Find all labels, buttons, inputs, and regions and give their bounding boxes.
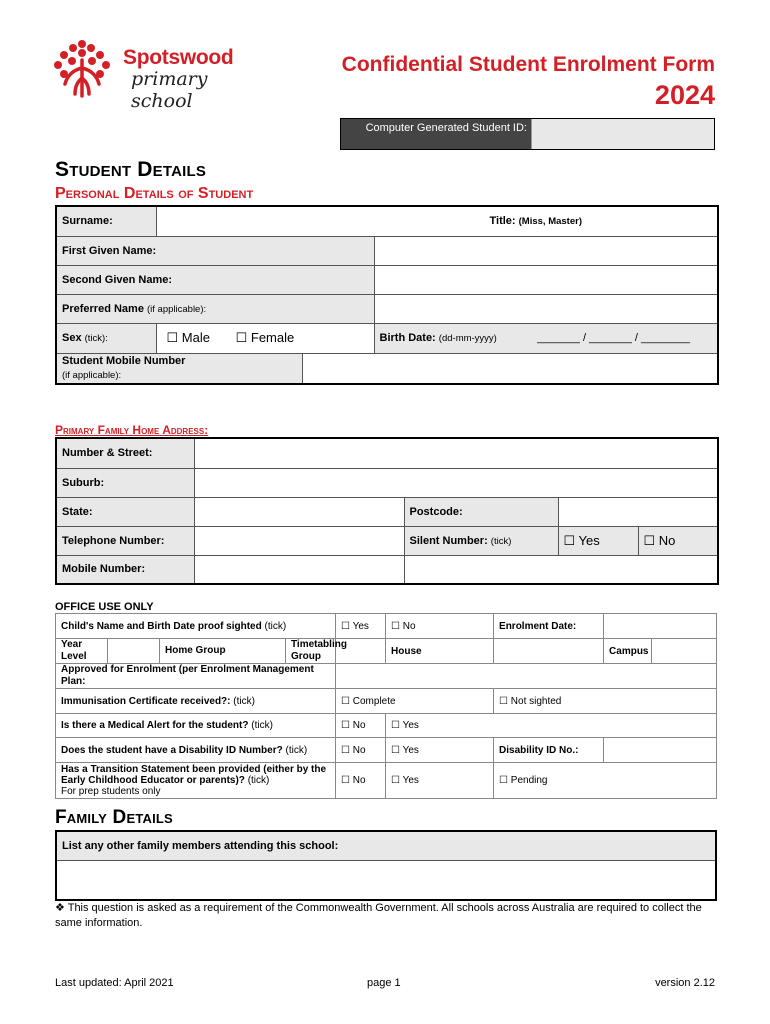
postcode-field[interactable] — [558, 497, 718, 526]
checkbox-icon[interactable]: ☐ — [166, 330, 179, 345]
checkbox-icon[interactable]: ☐ — [643, 532, 656, 548]
surname-label: Surname: — [56, 206, 156, 236]
state-label: State: — [56, 497, 194, 526]
other-members-label: List any other family members attending this school: — [56, 831, 716, 860]
last-updated: Last updated: April 2021 — [55, 977, 174, 989]
transition-label — [56, 763, 336, 799]
commonwealth-note: ❖ This question is asked as a requirement of the Commonwealth Government. All schools across Australia are required to collect the same information. — [55, 902, 702, 929]
transition-no-label: No — [352, 775, 366, 786]
checkbox-icon[interactable]: ☐ — [341, 695, 350, 707]
proof-sighted-hint: (tick) — [264, 620, 287, 632]
house-label: House — [386, 639, 494, 664]
suburb-field[interactable] — [194, 468, 718, 497]
medical-no-option[interactable] — [336, 714, 386, 738]
complete-label: Complete — [352, 695, 396, 707]
state-field[interactable] — [194, 497, 404, 526]
house-field[interactable] — [494, 639, 604, 664]
disability-label — [56, 738, 336, 763]
campus-label: Campus — [604, 639, 652, 664]
form-year: 2024 — [654, 80, 715, 110]
transition-text: Has a Transition Statement been provided (either by the Early Childhood Educator or parents)? — [61, 764, 327, 786]
student-mobile-label — [56, 353, 302, 384]
silent-number-text: Silent Number: — [409, 534, 488, 547]
sex-text: Sex — [62, 332, 82, 344]
male-option[interactable] — [167, 330, 210, 345]
medical-yes-option[interactable] — [386, 714, 717, 738]
student-mobile-field[interactable] — [302, 353, 718, 384]
address-blank-cell — [404, 555, 718, 584]
checkbox-icon[interactable]: ☐ — [341, 744, 350, 756]
preferred-name-hint: (if applicable): — [147, 303, 207, 315]
silent-yes-option[interactable] — [558, 526, 638, 555]
checkbox-icon[interactable]: ☐ — [499, 695, 508, 707]
family-details-table — [55, 830, 717, 901]
telephone-field[interactable] — [194, 526, 404, 555]
proof-no-option[interactable] — [386, 614, 494, 639]
medical-alert-text: Is there a Medical Alert for the student? — [61, 720, 249, 731]
home-address-table — [55, 437, 719, 585]
checkbox-icon[interactable]: ☐ — [391, 620, 400, 632]
logo-subtitle: primary school — [131, 68, 208, 112]
silent-no-option[interactable] — [638, 526, 718, 555]
year-level-field[interactable] — [108, 639, 160, 664]
family-details-heading: Family Details — [55, 807, 173, 828]
transition-yes-label: Yes — [402, 775, 419, 786]
sex-options — [156, 323, 374, 353]
proof-sighted-label — [56, 614, 336, 639]
sex-hint: (tick): — [84, 333, 108, 344]
student-id-field[interactable] — [531, 119, 714, 149]
checkbox-icon[interactable]: ☐ — [563, 532, 576, 548]
suburb-label: Suburb: — [56, 468, 194, 497]
silent-yes-label: Yes — [578, 532, 600, 548]
student-mobile-hint: (if applicable): — [62, 369, 122, 381]
student-details-heading: Student Details — [55, 158, 207, 181]
postcode-label: Postcode: — [404, 497, 558, 526]
silent-no-label: No — [658, 532, 676, 548]
silent-number-hint: (tick) — [490, 535, 512, 547]
street-label: Number & Street: — [56, 438, 194, 468]
sex-label — [56, 323, 156, 353]
immunisation-hint: (tick) — [233, 695, 255, 707]
proof-yes-option[interactable] — [336, 614, 386, 639]
transition-no-option[interactable] — [336, 763, 386, 799]
disability-yes-option[interactable] — [386, 738, 494, 763]
immunisation-complete-option[interactable] — [336, 689, 494, 714]
checkbox-icon[interactable]: ☐ — [341, 620, 350, 632]
enrolment-date-label: Enrolment Date: — [494, 614, 604, 639]
pending-label: Pending — [510, 775, 548, 786]
home-address-heading: Primary Family Home Address: — [55, 423, 209, 437]
first-name-field[interactable] — [374, 236, 718, 265]
checkbox-icon[interactable]: ☐ — [499, 775, 508, 786]
birth-date-label: Birth Date: — [379, 332, 436, 344]
preferred-name-label — [56, 294, 374, 323]
street-field[interactable] — [194, 438, 718, 468]
immunisation-not-sighted-option[interactable] — [494, 689, 717, 714]
version: version 2.12 — [655, 977, 715, 989]
silent-number-label — [404, 526, 558, 555]
office-use-heading: OFFICE USE ONLY — [55, 601, 154, 613]
year-level-label: Year Level — [56, 639, 108, 664]
tree-logo-icon — [53, 38, 111, 100]
disability-no-option[interactable] — [336, 738, 386, 763]
timetabling-group-label: Timetabling Group — [286, 639, 336, 664]
immunisation-text: Immunisation Certificate received?: — [61, 695, 231, 707]
immunisation-label — [56, 689, 336, 714]
home-group-label: Home Group — [160, 639, 286, 664]
birth-date-hint: (dd-mm-yyyy) — [438, 333, 497, 344]
telephone-label: Telephone Number: — [56, 526, 194, 555]
school-logo — [53, 38, 263, 112]
disability-id-field[interactable] — [604, 738, 717, 763]
second-name-label: Second Given Name: — [56, 265, 374, 294]
not-sighted-label: Not sighted — [510, 695, 562, 707]
proof-no-label: No — [402, 620, 416, 632]
student-mobile-text: Student Mobile Number — [62, 354, 186, 367]
page-number: page 1 — [367, 977, 401, 989]
preferred-name-text: Preferred Name — [62, 302, 144, 315]
disability-id-label: Disability ID No.: — [494, 738, 604, 763]
checkbox-icon[interactable]: ☐ — [341, 720, 350, 731]
proof-sighted-text: Child's Name and Birth Date proof sighted — [61, 620, 262, 632]
disability-no-label: No — [352, 744, 366, 756]
disability-yes-label: Yes — [402, 744, 419, 756]
checkbox-icon[interactable]: ☐ — [391, 775, 400, 786]
birth-date-row — [374, 323, 718, 353]
first-name-label: First Given Name: — [56, 236, 374, 265]
title-hint: (Miss, Master) — [518, 216, 582, 228]
checkbox-icon[interactable]: ☐ — [341, 775, 350, 786]
female-option[interactable] — [236, 330, 295, 345]
transition-pending-option[interactable] — [494, 763, 717, 799]
personal-details-table — [55, 205, 719, 385]
preferred-name-field[interactable] — [374, 294, 718, 323]
medical-yes-label: Yes — [402, 720, 419, 731]
transition-hint: (tick) — [247, 775, 270, 786]
transition-note: For prep students only — [61, 786, 161, 797]
approved-label: Approved for Enrolment (per Enrolment Management Plan: — [56, 664, 336, 689]
enrolment-date-field[interactable] — [604, 614, 717, 639]
checkbox-icon[interactable]: ☐ — [391, 744, 400, 756]
student-id-box — [340, 118, 715, 150]
mobile-field[interactable] — [194, 555, 404, 584]
medical-alert-label — [56, 714, 336, 738]
surname-field[interactable] — [156, 206, 718, 236]
campus-field[interactable] — [652, 639, 717, 664]
proof-yes-label: Yes — [352, 620, 369, 632]
male-label: Male — [181, 330, 210, 345]
transition-yes-option[interactable] — [386, 763, 494, 799]
second-name-field[interactable] — [374, 265, 718, 294]
title-label: Title: — [489, 215, 516, 228]
birth-date-field[interactable]: _______ / _______ / ________ — [537, 332, 690, 344]
checkbox-icon[interactable]: ☐ — [235, 330, 248, 345]
other-members-field[interactable] — [56, 860, 716, 900]
medical-no-label: No — [352, 720, 366, 731]
personal-details-heading: Personal Details of Student — [55, 185, 254, 202]
disability-text: Does the student have a Disability ID Number? — [61, 744, 283, 756]
form-title: Confidential Student Enrolment Form — [341, 53, 715, 76]
medical-alert-hint: (tick) — [251, 720, 273, 731]
mobile-label: Mobile Number: — [56, 555, 194, 584]
office-use-table — [55, 613, 717, 799]
female-label: Female — [250, 330, 295, 345]
checkbox-icon[interactable]: ☐ — [391, 720, 400, 731]
student-id-label: Computer Generated Student ID: — [341, 119, 531, 149]
logo-name: Spotswood — [123, 46, 234, 69]
approved-field[interactable] — [336, 664, 717, 689]
disability-hint: (tick) — [285, 744, 308, 756]
